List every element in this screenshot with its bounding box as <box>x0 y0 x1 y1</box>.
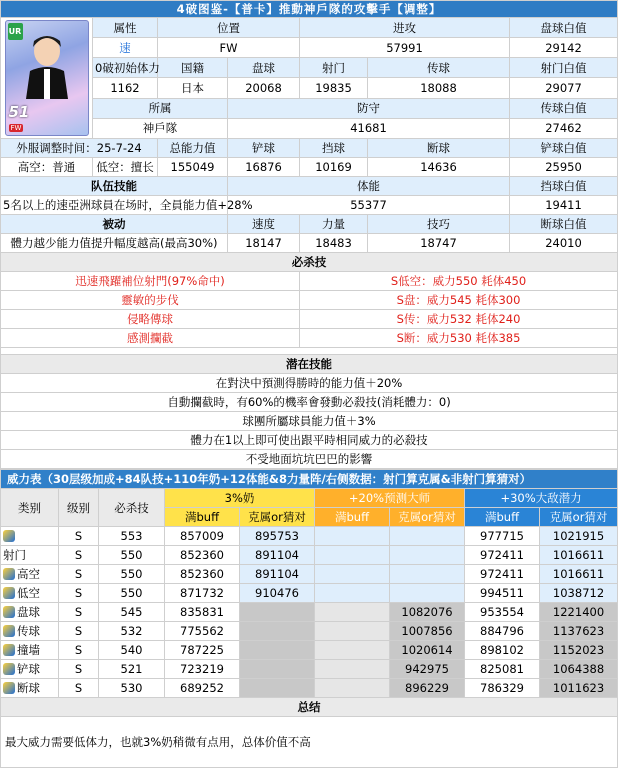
power-value <box>390 527 465 546</box>
power-value <box>315 641 390 660</box>
skill-type-icon <box>3 587 15 599</box>
special-name: 侵略傳球 <box>1 310 300 329</box>
label-shoot: 射门 <box>300 58 368 78</box>
spacer <box>1 348 618 355</box>
col-counter: 克属or猜对 <box>240 508 315 527</box>
special-name: 迅速飛躍補位射門(97%命中) <box>1 272 300 291</box>
power-value <box>315 584 390 603</box>
power-value: 1137623 <box>540 622 618 641</box>
value-shoot: 19835 <box>300 78 368 98</box>
power-category <box>1 679 59 698</box>
value-block-white: 19411 <box>510 196 618 215</box>
power-category <box>1 527 59 546</box>
power-level: S <box>59 660 99 679</box>
power-category <box>1 603 59 622</box>
position-badge: FW <box>10 124 22 132</box>
power-level: S <box>59 603 99 622</box>
value-high-ball: 高空：普通 <box>1 158 93 177</box>
special-info: S盘：威力545 耗体300 <box>300 291 618 310</box>
value-attribute: 速 <box>93 38 158 58</box>
power-row <box>1 584 618 603</box>
power-row <box>1 603 618 622</box>
value-intercept: 14636 <box>368 158 510 177</box>
value-block: 10169 <box>300 158 368 177</box>
power-value <box>315 565 390 584</box>
skill-type-icon <box>3 682 15 694</box>
power-value: 891104 <box>240 546 315 565</box>
power-value: 689252 <box>165 679 240 698</box>
col-full-buff: 满buff <box>165 508 240 527</box>
col-group-enemy: +30%大敌潜力 <box>465 489 618 508</box>
power-value: 953554 <box>465 603 540 622</box>
skill-type-icon <box>3 568 15 580</box>
label-defense: 防守 <box>228 98 510 118</box>
power-value: 852360 <box>165 546 240 565</box>
power-value <box>240 679 315 698</box>
label-dribble: 盘球 <box>228 58 300 78</box>
label-attack: 进攻 <box>300 18 510 38</box>
skill-type-icon <box>3 530 15 542</box>
label-team: 所属 <box>93 98 228 118</box>
label-intercept: 断球 <box>368 139 510 158</box>
power-value: 895753 <box>240 527 315 546</box>
power-category <box>1 546 59 565</box>
value-dribble: 20068 <box>228 78 300 98</box>
label-tackle: 铲球 <box>228 139 300 158</box>
value-low-ball: 低空：擅长 <box>93 158 158 177</box>
power-category <box>1 622 59 641</box>
power-level: S <box>59 546 99 565</box>
col-special: 必杀技 <box>99 489 165 527</box>
power-title: 威力表（30层级加成+84队技+110年奶+12体能&8力量阵/右侧数据：射门算克属&非射门算猜对） <box>1 470 618 489</box>
col-full-buff: 满buff <box>315 508 390 527</box>
value-team: 神戶隊 <box>93 118 228 138</box>
power-value <box>315 679 390 698</box>
power-value <box>240 660 315 679</box>
power-value: 825081 <box>465 660 540 679</box>
power-special-value: 532 <box>99 622 165 641</box>
power-value <box>390 584 465 603</box>
power-value: 852360 <box>165 565 240 584</box>
power-value <box>315 546 390 565</box>
power-value <box>315 660 390 679</box>
power-value <box>390 565 465 584</box>
label-stamina: 体能 <box>228 177 510 196</box>
power-category <box>1 660 59 679</box>
power-special-value: 521 <box>99 660 165 679</box>
power-value: 1064388 <box>540 660 618 679</box>
power-category <box>1 565 59 584</box>
power-level: S <box>59 622 99 641</box>
power-value <box>315 527 390 546</box>
value-power: 18483 <box>300 234 368 253</box>
power-rows <box>1 527 618 698</box>
power-value: 787225 <box>165 641 240 660</box>
label-speed: 速度 <box>228 215 300 234</box>
label-initial-stamina: 0破初始体力 <box>93 58 158 78</box>
power-value: 898102 <box>465 641 540 660</box>
summary-header: 总结 <box>1 698 618 717</box>
power-special-value: 553 <box>99 527 165 546</box>
power-level: S <box>59 565 99 584</box>
power-category-label: 撞墙 <box>17 643 40 657</box>
summary-text: 最大威力需要低体力，也就3%奶稍微有点用，总体价值不高 <box>1 717 618 768</box>
power-value: 871732 <box>165 584 240 603</box>
label-position: 位置 <box>158 18 300 38</box>
power-row <box>1 641 618 660</box>
special-info: S传：威力532 耗体240 <box>300 310 618 329</box>
value-intercept-white: 24010 <box>510 234 618 253</box>
power-category-label: 盘球 <box>17 605 40 619</box>
power-value <box>315 603 390 622</box>
power-category-label: 铲球 <box>17 662 40 676</box>
power-value: 1038712 <box>540 584 618 603</box>
power-row <box>1 565 618 584</box>
power-value: 786329 <box>465 679 540 698</box>
col-full-buff: 满buff <box>465 508 540 527</box>
power-value: 1020614 <box>390 641 465 660</box>
power-value <box>240 622 315 641</box>
power-value <box>240 641 315 660</box>
label-nationality: 国籍 <box>158 58 228 78</box>
power-value: 942975 <box>390 660 465 679</box>
label-shoot-white: 射门白值 <box>510 58 618 78</box>
value-pass-white: 27462 <box>510 118 618 138</box>
value-dribble-white: 29142 <box>510 38 618 58</box>
power-table <box>0 469 618 768</box>
power-value: 835831 <box>165 603 240 622</box>
special-name: 感測攔截 <box>1 329 300 348</box>
col-group-predict: +20%预测大师 <box>315 489 465 508</box>
power-category-label: 传球 <box>17 624 40 638</box>
shirt-number: 51 <box>8 103 30 121</box>
power-special-value: 540 <box>99 641 165 660</box>
col-level: 级别 <box>59 489 99 527</box>
power-value: 977715 <box>465 527 540 546</box>
label-block-white: 挡球白值 <box>510 177 618 196</box>
skill-type-icon <box>3 606 15 618</box>
power-row <box>1 527 618 546</box>
power-category-label: 高空 <box>17 567 40 581</box>
power-value: 1016611 <box>540 565 618 584</box>
power-category-label: 断球 <box>17 681 40 695</box>
special-info: S低空：威力550 耗体450 <box>300 272 618 291</box>
power-level: S <box>59 527 99 546</box>
power-special-value: 550 <box>99 546 165 565</box>
label-adjust-date: 外服调整时间：25-7-24 <box>1 139 158 158</box>
value-pass: 18088 <box>368 78 510 98</box>
rarity-badge: UR <box>8 23 23 40</box>
latent-item: 體力在1以上即可使出跟平時相同威力的必殺技 <box>1 431 618 450</box>
value-shoot-white: 29077 <box>510 78 618 98</box>
label-dribble-white: 盘球白值 <box>510 18 618 38</box>
power-special-value: 530 <box>99 679 165 698</box>
value-initial-stamina: 1162 <box>93 78 158 98</box>
special-header: 必杀技 <box>1 253 618 272</box>
power-value <box>315 622 390 641</box>
player-card <box>1 18 93 139</box>
power-value <box>240 603 315 622</box>
power-value: 884796 <box>465 622 540 641</box>
power-level: S <box>59 584 99 603</box>
skill-type-icon <box>3 644 15 656</box>
power-row <box>1 546 618 565</box>
power-category-label: 射门 <box>3 548 26 562</box>
power-value: 910476 <box>240 584 315 603</box>
power-value: 1152023 <box>540 641 618 660</box>
label-pass: 传球 <box>368 58 510 78</box>
latent-item: 球團所屬球員能力值＋3% <box>1 412 618 431</box>
value-position: FW <box>158 38 300 58</box>
power-value: 857009 <box>165 527 240 546</box>
special-info: S断：威力530 耗体385 <box>300 329 618 348</box>
value-attack: 57991 <box>300 38 510 58</box>
value-passive: 體力越少能力值提升幅度越高(最高30%) <box>1 234 228 253</box>
latent-item: 不受地面坑坑巴巴的影響 <box>1 450 618 469</box>
power-row <box>1 622 618 641</box>
power-special-value: 550 <box>99 584 165 603</box>
label-passive: 被动 <box>1 215 228 234</box>
power-special-value: 545 <box>99 603 165 622</box>
power-value: 1007856 <box>390 622 465 641</box>
power-value: 972411 <box>465 565 540 584</box>
power-value: 896229 <box>390 679 465 698</box>
latent-item: 在對決中預測得勝時的能力值＋20% <box>1 374 618 393</box>
col-counter: 克属or猜对 <box>390 508 465 527</box>
power-value <box>390 546 465 565</box>
power-value: 994511 <box>465 584 540 603</box>
value-defense: 41681 <box>228 118 510 138</box>
page-title: 4破图鉴-【普卡】推動神戶隊的攻擊手【调整】 <box>1 1 618 18</box>
value-nationality: 日本 <box>158 78 228 98</box>
power-category-label: 低空 <box>17 586 40 600</box>
power-value: 723219 <box>165 660 240 679</box>
latent-item: 自動攔截時，有60%的機率會發動必殺技(消耗體力：0) <box>1 393 618 412</box>
power-value: 891104 <box>240 565 315 584</box>
power-row <box>1 679 618 698</box>
col-category: 类别 <box>1 489 59 527</box>
power-value: 972411 <box>465 546 540 565</box>
power-category <box>1 641 59 660</box>
label-total: 总能力值 <box>158 139 228 158</box>
skill-type-icon <box>3 625 15 637</box>
value-stamina: 55377 <box>228 196 510 215</box>
skill-type-icon <box>3 663 15 675</box>
power-category <box>1 584 59 603</box>
power-level: S <box>59 679 99 698</box>
latent-header: 潜在技能 <box>1 355 618 374</box>
col-counter: 克属or猜对 <box>540 508 618 527</box>
power-value: 1082076 <box>390 603 465 622</box>
value-team-skill: 5名以上的速亞洲球員在场时，全員能力值+28% <box>1 196 228 215</box>
label-pass-white: 传球白值 <box>510 98 618 118</box>
value-tackle-white: 25950 <box>510 158 618 177</box>
label-block: 挡球 <box>300 139 368 158</box>
label-attribute: 属性 <box>93 18 158 38</box>
value-total: 155049 <box>158 158 228 177</box>
power-value: 1221400 <box>540 603 618 622</box>
label-power: 力量 <box>300 215 368 234</box>
value-tackle: 16876 <box>228 158 300 177</box>
value-technique: 18747 <box>368 234 510 253</box>
player-portrait-icon <box>14 29 80 99</box>
power-value: 1011623 <box>540 679 618 698</box>
label-intercept-white: 断球白值 <box>510 215 618 234</box>
power-value: 775562 <box>165 622 240 641</box>
special-name: 靈敏的步伐 <box>1 291 300 310</box>
power-row <box>1 660 618 679</box>
label-technique: 技巧 <box>368 215 510 234</box>
power-value: 1021915 <box>540 527 618 546</box>
col-group-milk: 3%奶 <box>165 489 315 508</box>
label-tackle-white: 铲球白值 <box>510 139 618 158</box>
power-value: 1016611 <box>540 546 618 565</box>
power-level: S <box>59 641 99 660</box>
value-speed: 18147 <box>228 234 300 253</box>
label-team-skill: 队伍技能 <box>1 177 228 196</box>
power-special-value: 550 <box>99 565 165 584</box>
